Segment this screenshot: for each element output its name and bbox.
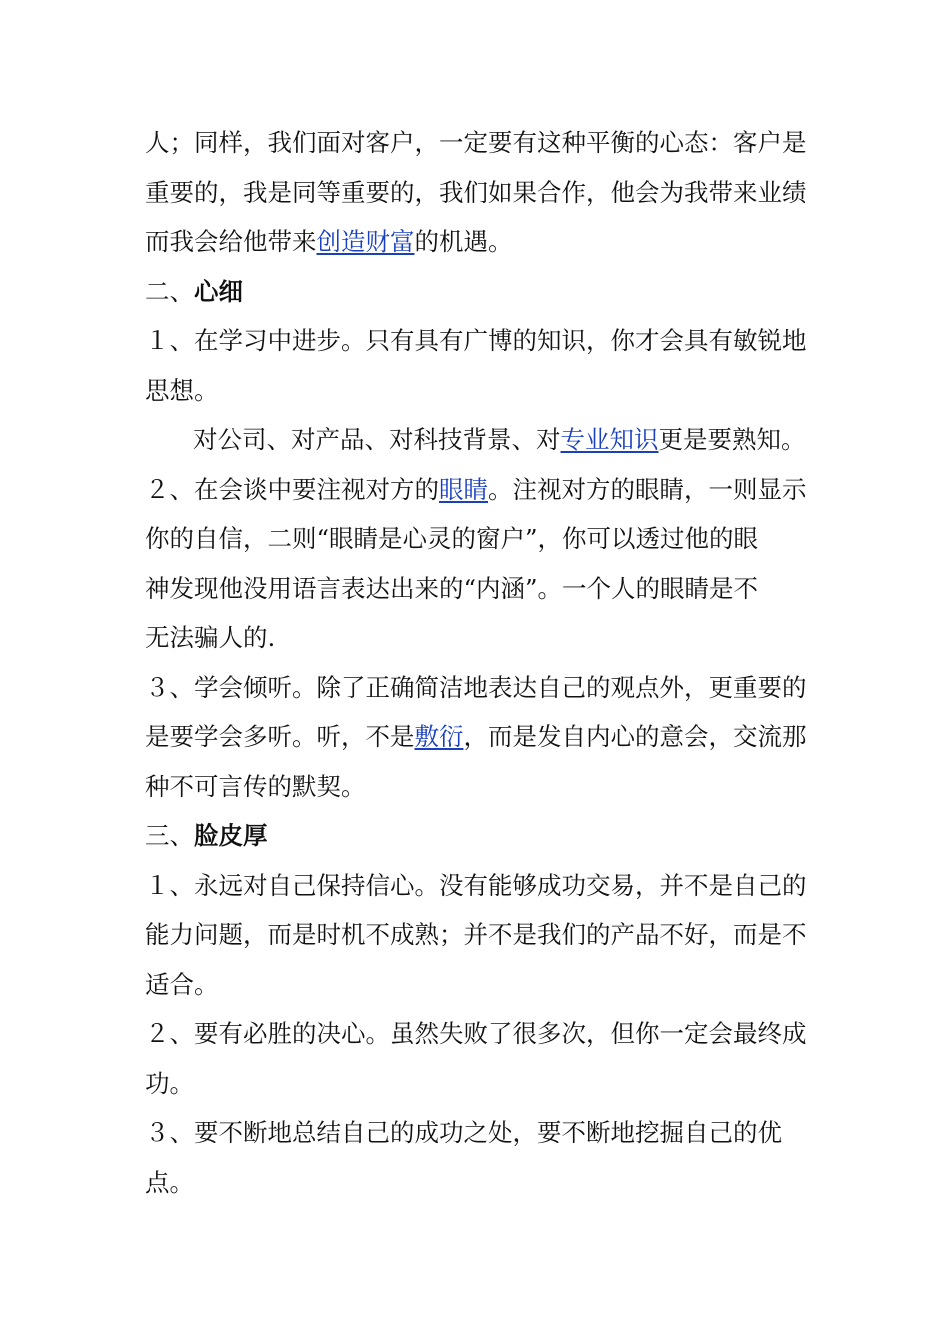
text-run: 你的自信，二则“眼睛是心灵的窗户”，你可以透过他的眼: [145, 524, 759, 553]
paragraph-line: [145, 217, 807, 267]
list-item-line: [145, 1158, 807, 1208]
text-run: 人；同样，我们面对客户，一定要有这种平衡的心态：客户是: [145, 128, 807, 157]
text-run: ３、学会倾听。除了正确简洁地表达自己的观点外，更重要的: [145, 672, 807, 702]
list-item-line: [145, 316, 807, 366]
link-eyes[interactable]: 眼睛: [439, 474, 488, 504]
text-run: 思想。: [145, 375, 219, 405]
text-run: 功。: [145, 1068, 194, 1098]
list-item-line: [145, 564, 807, 614]
text-run: 对公司、对产品、对科技背景、对: [193, 425, 561, 454]
text-run: １、在学习中进步。只有具有广博的知识，你才会具有敏锐地: [145, 326, 807, 355]
document-body: [145, 118, 807, 1207]
section-heading-3: [145, 811, 807, 861]
list-item-line: [145, 712, 807, 762]
list-item-line: [145, 366, 807, 416]
link-perfunctory[interactable]: 敷衍: [414, 722, 464, 751]
text-run: 的机遇。: [414, 227, 513, 256]
paragraph-line: [145, 168, 807, 218]
list-item-line: [145, 663, 807, 713]
section-heading-2: [145, 267, 807, 317]
text-run: ，而是发自内心的意会，交流那: [463, 722, 807, 751]
text-run: 神发现他没用语言表达出来的“内涵”。一个人的眼睛是不: [145, 573, 759, 603]
text-run: 无法骗人的.: [145, 623, 276, 652]
list-item-line: [145, 1059, 807, 1109]
text-run: 。注视对方的眼睛，一则显示: [488, 474, 807, 504]
list-item-line: [145, 910, 807, 960]
list-item-line: [145, 861, 807, 911]
list-item-line: [145, 762, 807, 812]
text-run: ２、在会谈中要注视对方的: [145, 474, 439, 504]
link-professional-knowledge[interactable]: 专业知识: [560, 425, 659, 454]
text-run: 点。: [145, 1167, 194, 1197]
text-run: 重要的，我是同等重要的，我们如果合作，他会为我带来业绩: [145, 177, 807, 207]
list-item-line: [145, 960, 807, 1010]
text-run: １、永远对自己保持信心。没有能够成功交易，并不是自己的: [145, 870, 807, 900]
heading-prefix: 三、: [145, 821, 194, 850]
list-item-line: [145, 1009, 807, 1059]
text-run: 而我会给他带来: [145, 227, 317, 256]
text-run: 是要学会多听。听，不是: [145, 722, 415, 751]
list-item-line: [145, 1108, 807, 1158]
heading-prefix: 二、: [145, 276, 194, 306]
list-item-line: [145, 415, 807, 465]
text-run: 适合。: [145, 969, 219, 999]
list-item-line: [145, 465, 807, 515]
link-create-wealth[interactable]: 创造财富: [316, 227, 415, 256]
list-item-line: [145, 613, 807, 663]
text-run: 更是要熟知。: [658, 425, 806, 454]
text-run: 能力问题，而是时机不成熟；并不是我们的产品不好，而是不: [145, 920, 807, 949]
text-run: ３、要不断地总结自己的成功之处，要不断地挖掘自己的优: [145, 1118, 782, 1147]
heading-title: 脸皮厚: [194, 821, 268, 850]
paragraph-line: [145, 118, 807, 168]
text-run: ２、要有必胜的决心。虽然失败了很多次，但你一定会最终成: [145, 1019, 807, 1048]
text-run: 种不可言传的默契。: [145, 771, 366, 801]
heading-title: 心细: [194, 276, 243, 306]
list-item-line: [145, 514, 807, 564]
